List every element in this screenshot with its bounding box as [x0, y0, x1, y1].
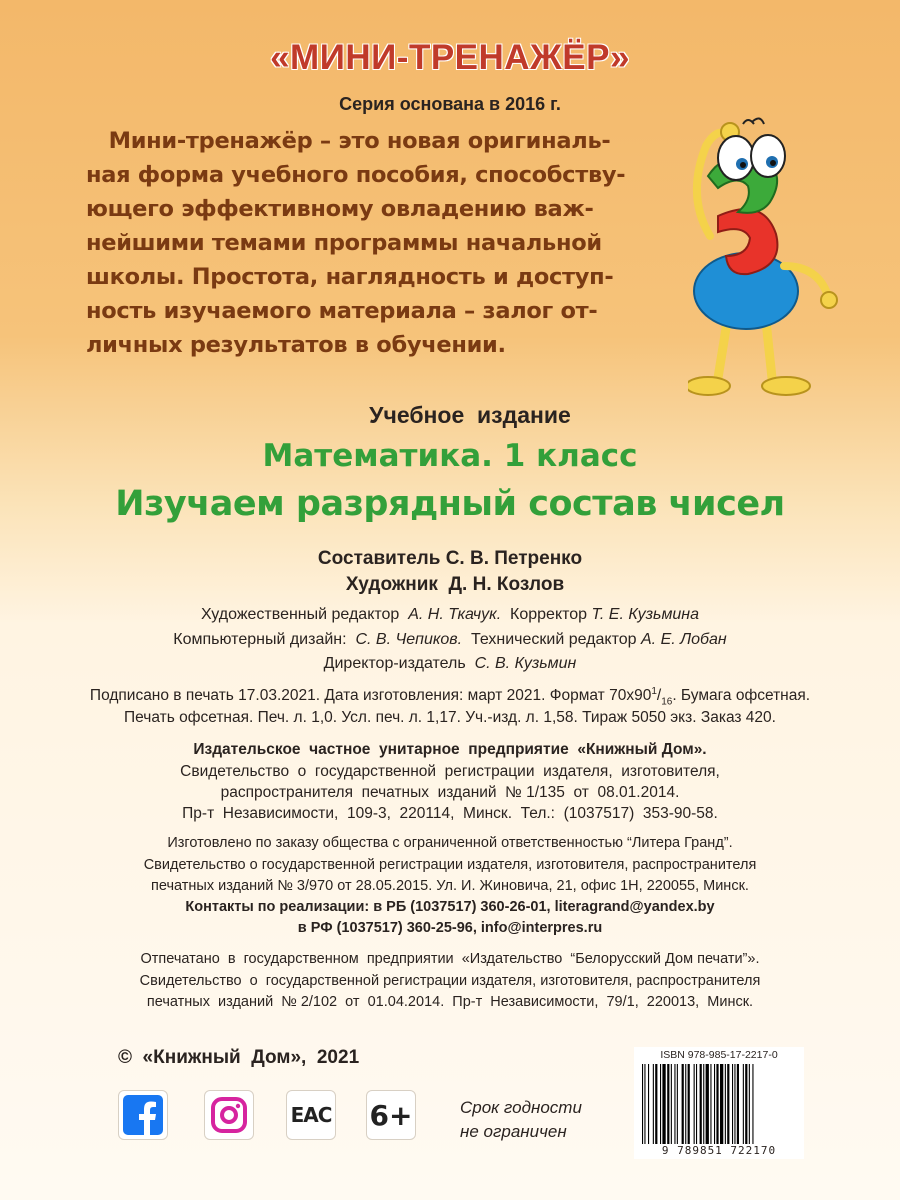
barcode-bar [667, 1064, 669, 1144]
instagram-icon[interactable] [204, 1090, 254, 1140]
publisher-line-2: Свидетельство о государственной регистрации издателя, изготовителя, [180, 763, 720, 780]
shelf-life-line-1: Срок годности [460, 1098, 582, 1117]
barcode-bar [732, 1064, 733, 1144]
contacts-line-1: Контакты по реализации: в РБ (1037517) 360-26-01, literagrand@yandex.by [185, 899, 715, 915]
age-rating: 6+ [369, 1098, 413, 1132]
intro-paragraph [86, 124, 646, 362]
isbn: ISBN 978-985-17-2217-0 [660, 1049, 778, 1061]
intro-line: ная форма учебного пособия, способству- [86, 162, 626, 188]
format-sub: 16 [661, 696, 673, 708]
contacts-line-2: в РФ (1037517) 360-25-96, info@interpres.ru [297, 920, 603, 936]
barcode-bar [653, 1064, 654, 1144]
barcode-bar [720, 1064, 723, 1144]
barcode-bar [706, 1064, 709, 1144]
credits-line-3 [0, 655, 900, 673]
barcode-bar [752, 1064, 753, 1144]
intro-line: ность изучаемого материала – залог от- [86, 298, 598, 324]
printer-line-3: печатных изданий № 2/102 от 01.04.2014. Пр-т Независимости, 79/1, 220013, Минск. [146, 994, 754, 1010]
barcode-bar [688, 1064, 690, 1144]
director: С. В. Кузьмин [474, 655, 577, 672]
barcode-bar [737, 1064, 739, 1144]
publisher-line-4: Пр-т Независимости, 109-3, 220114, Минск. Тел.: (1037517) 353-90-58. [182, 805, 718, 822]
series-title: «МИНИ-ТРЕНАЖЁР» [270, 38, 630, 77]
barcode-bar [644, 1064, 645, 1144]
barcode-bar [674, 1064, 675, 1144]
intro-line: Мини-тренажёр – это новая оригиналь- [86, 128, 611, 154]
eac-label: EAC [290, 1103, 332, 1127]
barcode-bar [743, 1064, 744, 1144]
shelf-life [460, 1096, 582, 1144]
book-subject: Математика. 1 класс [262, 438, 638, 474]
barcode-bar [714, 1064, 715, 1144]
print-info-text-a: Подписано в печать 17.03.2021. Дата изготовления: март 2021. Формат 70х90 [89, 687, 652, 705]
print-info-line-2: Печать офсетная. Печ. л. 1,0. Усл. печ. л. 1,17. Уч.-изд. л. 1,58. Тираж 5050 экз. Заказ 420. [124, 709, 776, 726]
proofreader: Т. Е. Кузьмина [591, 606, 700, 623]
design-label: Компьютерный дизайн: [173, 631, 347, 648]
intro-line: нейшими темами программы начальной [86, 230, 602, 256]
barcode-bar [727, 1064, 729, 1144]
eac-mark-icon [286, 1090, 336, 1140]
printer-line-2: Свидетельство о государственной регистрации издателя, изготовителя, распространителя [139, 973, 761, 989]
barcode-bar [745, 1064, 747, 1144]
intro-line: ющего эффективному овладению важ- [86, 196, 594, 222]
barcode-digits: 9 789851 722170 [661, 1144, 777, 1157]
barcode-bar [642, 1064, 643, 1144]
barcode-bar [725, 1064, 726, 1144]
print-info-text-b: . Бумага офсетная. [672, 687, 811, 705]
facebook-icon[interactable] [118, 1090, 168, 1140]
credits-line-1 [0, 606, 900, 624]
series-founded: Серия основана в 2016 г. [339, 94, 561, 114]
tech-editor: А. Е. Лобан [641, 631, 727, 648]
format-sup: 1 [651, 686, 657, 697]
barcode-bar [685, 1064, 686, 1144]
intro-line: школы. Простота, наглядность и доступ- [86, 264, 614, 290]
barcode-bar [749, 1064, 750, 1144]
barcode-bar [700, 1064, 702, 1144]
director-label: Директор-издатель [323, 655, 466, 672]
intro-line: личных результатов в обучении. [86, 332, 506, 358]
publisher-line-3: распространителя печатных изданий № 1/135 от 08.01.2014. [220, 784, 680, 801]
manufacturer-line-1: Изготовлено по заказу общества с ограниченной ответственностью “Литера Гранд”. [167, 835, 733, 851]
illustrator: Художник Д. Н. Козлов [345, 574, 565, 595]
barcode-bar [703, 1064, 704, 1144]
book-title: Изучаем разрядный состав чисел [115, 484, 785, 524]
printer-line-1: Отпечатано в государственном предприятии «Издательство “Белорусский Дом печати”». [140, 951, 760, 967]
facebook-glyph [123, 1095, 163, 1135]
age-rating-icon [366, 1090, 416, 1140]
publisher-name: Издательское частное унитарное предприятие «Книжный Дом». [193, 741, 707, 758]
barcode-bar [694, 1064, 695, 1144]
barcode-bar [677, 1064, 678, 1144]
shelf-life-line-2: не ограничен [460, 1122, 567, 1141]
tech-editor-label: Технический редактор [470, 631, 637, 648]
barcode-bar [734, 1064, 735, 1144]
barcode-bar [716, 1064, 718, 1144]
barcode-bar [648, 1064, 649, 1144]
designer: С. В. Чепиков. [355, 631, 463, 648]
art-editor-label: Художественный редактор [200, 606, 400, 623]
manufacturer-line-2: Свидетельство о государственной регистрации издателя, изготовителя, распространителя [143, 857, 757, 873]
barcode-bar [655, 1064, 657, 1144]
compiler: Составитель С. В. Петренко [317, 548, 583, 569]
art-editor: А. Н. Ткачук. [408, 606, 502, 623]
proofreader-label: Корректор [510, 606, 588, 623]
edition-type: Учебное издание [369, 402, 571, 428]
credits-line-2 [0, 631, 900, 649]
instagram-glyph [209, 1095, 249, 1135]
manufacturer-line-3: печатных изданий № 3/970 от 28.05.2015. Ул. И. Жиновича, 21, офис 1Н, 220055, Минск. [151, 878, 749, 894]
barcode-bar [682, 1064, 684, 1144]
mascot-illustration [688, 116, 838, 406]
barcode-bar [696, 1064, 697, 1144]
barcode-bar [662, 1064, 665, 1144]
barcode-bar [660, 1064, 661, 1144]
copyright: © «Книжный Дом», 2021 [118, 1047, 360, 1068]
barcode-bar [671, 1064, 672, 1144]
print-info-line-1: Подписано в печать 17.03.2021. Дата изготовления: март 2021. Формат $70х90^1/_{16}$. Бумага офсетная. [89, 686, 811, 708]
barcode-bar [710, 1064, 711, 1144]
barcode [642, 1064, 796, 1144]
